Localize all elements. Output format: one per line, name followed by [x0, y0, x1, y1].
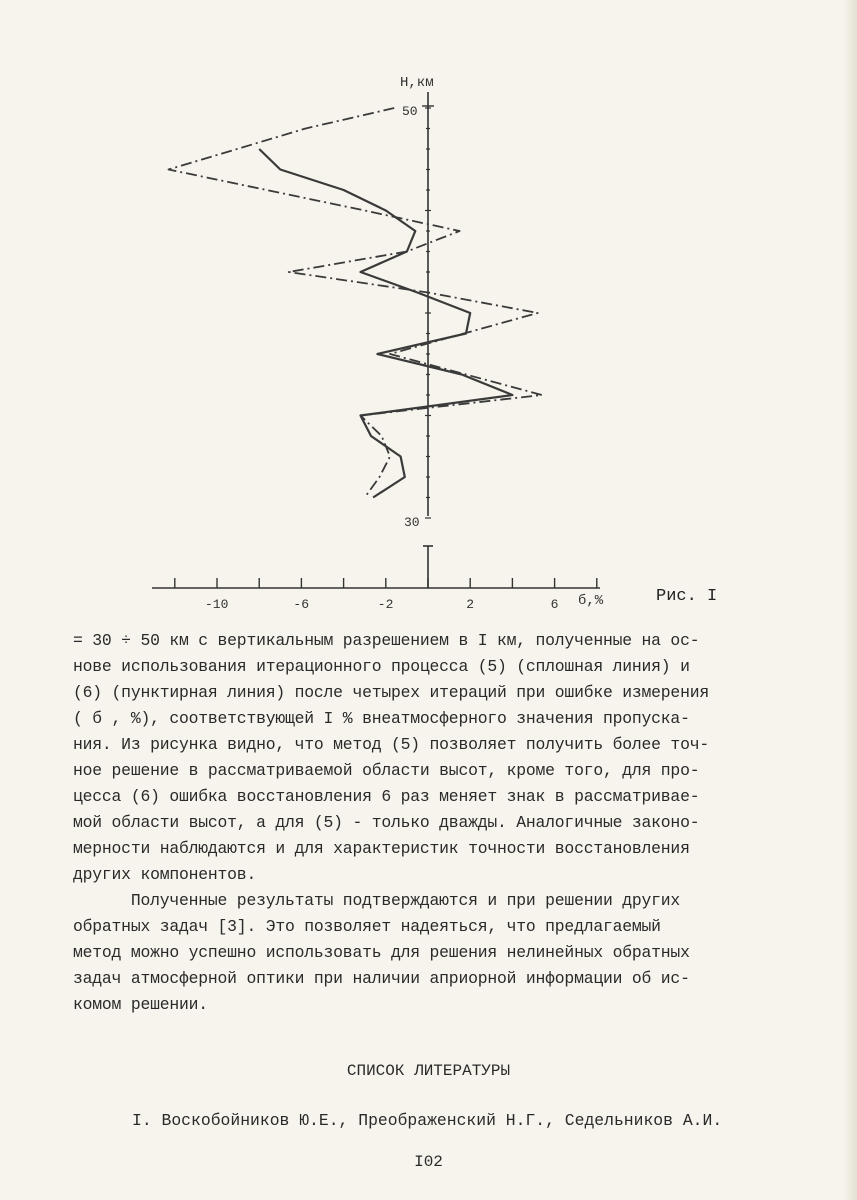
x-tick-label: -6 [293, 597, 310, 612]
paragraph-1-line: = 30 ÷ 50 км с вертикальным разрешением в I км, полученные на ос- [73, 631, 700, 650]
x-axis-title: б,% [578, 593, 604, 609]
paragraph-1-line: (6) (пунктирная линия) после четырех итераций при ошибке измерения [73, 683, 709, 702]
paragraph-1-line: ния. Из рисунка видно, что метод (5) позволяет получить более точ- [73, 735, 709, 754]
body-text [73, 628, 795, 1018]
paragraph-2-line: метод можно успешно использовать для решения нелинейных обратных [73, 943, 690, 962]
paragraph-1-line: ( б , %), соответствующей I % внеатмосферного значения пропуска- [73, 709, 690, 728]
paragraph-1-line: ное решение в рассматриваемой области высот, кроме того, для про- [73, 761, 700, 780]
dashdot-line-series [169, 108, 542, 498]
x-tick-label: -2 [377, 597, 394, 612]
x-tick-label: -10 [205, 597, 229, 612]
paragraph-1-line: мой области высот, а для (5) - только дважды. Аналогичные законо- [73, 813, 700, 832]
paragraph-2 [73, 888, 795, 1018]
x-axis-ticks [175, 578, 597, 612]
paragraph-1-line: цесса (6) ошибка восстановления 6 раз меняет знак в рассматривае- [73, 787, 700, 806]
page-number: I02 [414, 1153, 443, 1171]
paragraph-1-line: мерности наблюдаются и для характеристик точности восстановления [73, 839, 690, 858]
paragraph-2-line: комом решении. [73, 995, 208, 1014]
h-bottom-label: 30 [404, 515, 420, 530]
reference-item: I. Воскобойников Ю.Е., Преображенский Н.Г., Седельников А.И. [132, 1111, 723, 1130]
y-axis-title: H,км [400, 75, 434, 91]
page-edge-shadow [843, 0, 857, 1200]
paragraph-1-line: нове использования итерационного процесса (5) (сплошная линия) и [73, 657, 690, 676]
h-top-label: 50 [402, 104, 418, 119]
paragraph-1-line: других компонентов. [73, 865, 257, 884]
y-axis-ticks [425, 108, 431, 518]
x-tick-label: 2 [466, 597, 475, 612]
paragraph-2-line: обратных задач [3]. Это позволяет надеяться, что предлагаемый [73, 917, 661, 936]
references-title: СПИСОК ЛИТЕРАТУРЫ [346, 1062, 511, 1080]
paragraph-2-line: Полученные результаты подтверждаются и при решении других [73, 891, 681, 910]
paragraph-1 [73, 628, 795, 888]
x-tick-label: 6 [550, 597, 559, 612]
figure-caption: Рис. I [656, 587, 718, 606]
paragraph-2-line: задач атмосферной оптики при наличии априорной информации об ис- [73, 969, 690, 988]
